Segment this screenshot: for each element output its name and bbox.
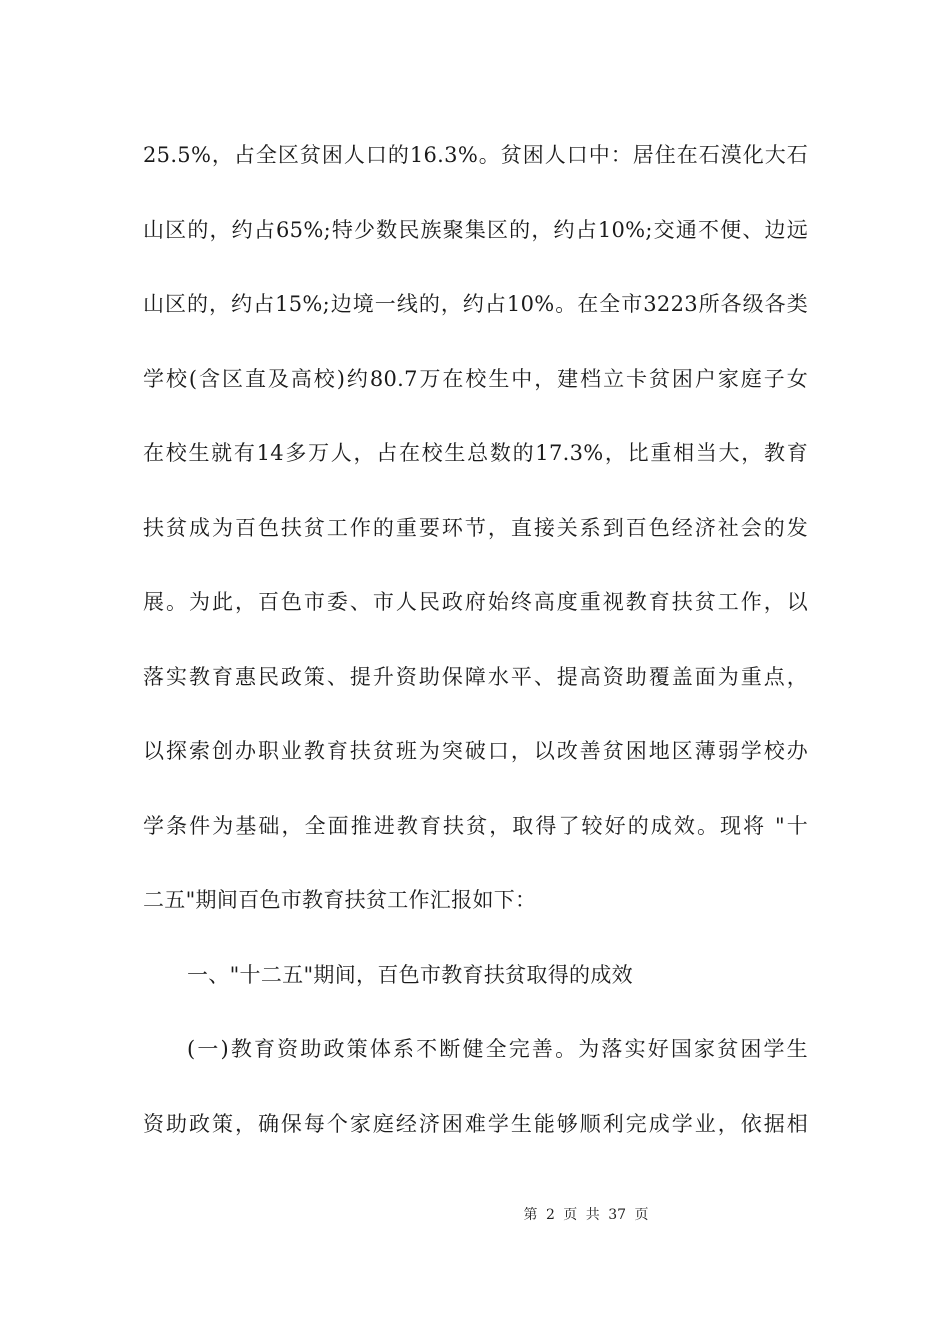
body-line: 展。为此，百色市委、市人民政府始终高度重视教育扶贫工作，以 xyxy=(143,590,808,614)
page-number-footer: 第 2 页 共 37 页 xyxy=(523,1207,649,1223)
body-line: 山区的，约占15%;边境一线的，约占10%。在全市3223所各级各类 xyxy=(143,292,808,316)
document-body xyxy=(143,136,808,1179)
section-heading: 一、"十二五"期间，百色市教育扶贫取得的成效 xyxy=(187,962,633,987)
body-line: 落实教育惠民政策、提升资助保障水平、提高资助覆盖面为重点， xyxy=(143,664,808,689)
body-line: 在校生就有14多万人，占在校生总数的17.3%，比重相当大，教育 xyxy=(143,441,808,465)
body-line: 二五"期间百色市教育扶贫工作汇报如下： xyxy=(143,888,537,912)
body-line: 山区的，约占65%;特少数民族聚集区的，约占10%;交通不便、边远 xyxy=(143,217,808,242)
subsection-line: (一)教育资助政策体系不断健全完善。为落实好国家贫困学生 xyxy=(187,1037,808,1061)
body-line: 扶贫成为百色扶贫工作的重要环节，直接关系到百色经济社会的发 xyxy=(143,515,808,540)
body-line: 学条件为基础，全面推进教育扶贫，取得了较好的成效。现将 "十 xyxy=(143,813,808,838)
body-line: 资助政策，确保每个家庭经济困难学生能够顺利完成学业，依据相 xyxy=(143,1111,808,1136)
body-line: 以探索创办职业教育扶贫班为突破口，以改善贫困地区薄弱学校办 xyxy=(143,739,808,763)
body-line: 25.5%，占全区贫困人口的16.3%。贫困人口中：居住在石漠化大石 xyxy=(143,143,808,167)
body-line: 学校(含区直及高校)约80.7万在校生中，建档立卡贫困户家庭子女 xyxy=(143,366,808,391)
